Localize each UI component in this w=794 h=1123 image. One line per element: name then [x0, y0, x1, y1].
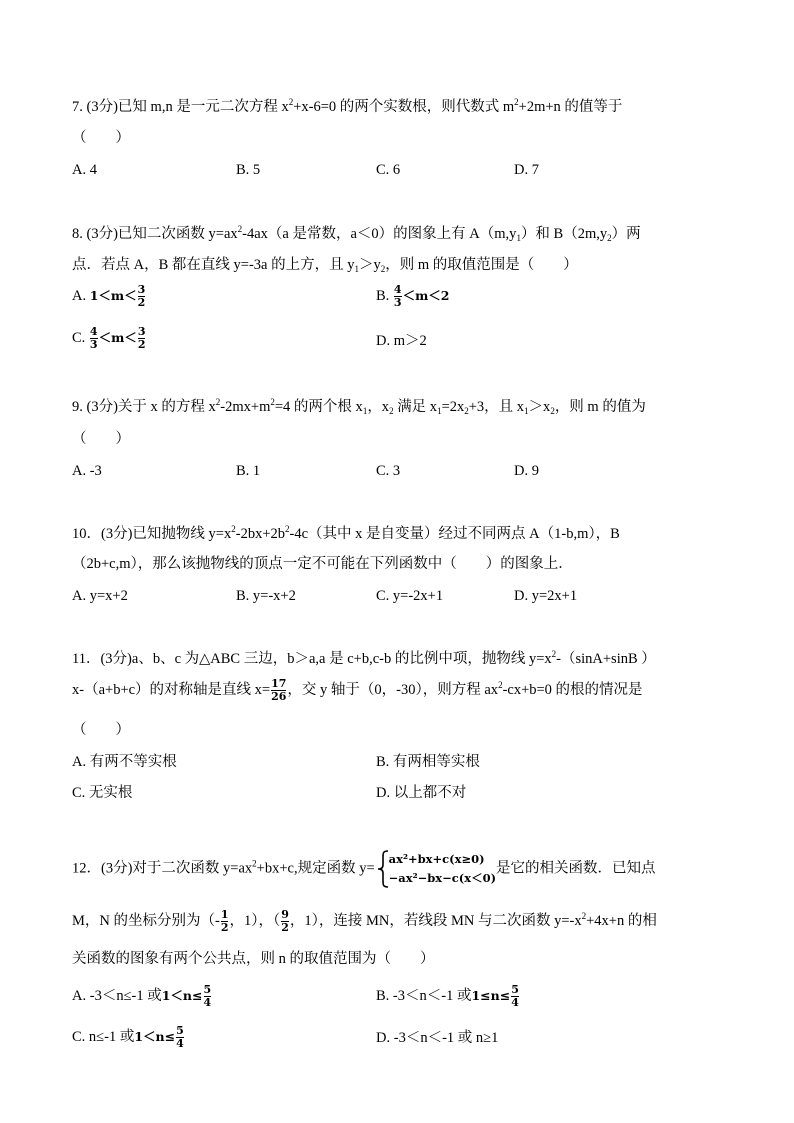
answer-blank: （ ） — [72, 130, 130, 146]
left-brace-icon — [377, 850, 389, 888]
option-d[interactable]: D. y=2x+1 — [514, 588, 578, 604]
question-11-stem-line2: x-（a+b+c）的对称轴是直线 x= $\frac{17}{26}$ ，交 y 轴于（0，-30），则方程 $ax^2-cx+b=0$ 的根的情况是 — [72, 677, 643, 703]
fraction: $\frac{1}{2}$ — [220, 908, 229, 934]
question-8-stem: 8. (3分)已知二次函数 $y=ax^2-4ax(a$ 是常数，a＜0）的图象上有 $A(m,y_1)$和 $B(2m,y_2)$两 — [72, 224, 641, 243]
fraction: $\frac{3}{2}$ — [137, 325, 146, 351]
option-d[interactable]: D. m＞2 — [376, 333, 427, 349]
question-10-stem-line2: （2b+c,m），那么该抛物线的顶点一定不可能在下列函数中（ ）的图象上． — [72, 556, 573, 572]
fraction: $\frac{9}{2}$ — [281, 908, 289, 934]
option-b[interactable]: B. 1 — [236, 463, 261, 479]
question-number: 9. — [72, 399, 83, 415]
option-a[interactable]: A. 4 — [72, 162, 97, 178]
option-c[interactable]: C. y=-2x+1 — [376, 588, 444, 604]
option-a[interactable]: A. -3＜n≤-1 或1＜n≤ $\frac{5}{4}$ — [72, 983, 212, 1009]
fraction: $\frac{3}{2}$ — [137, 283, 146, 309]
option-c[interactable]: C. 3 — [376, 463, 401, 479]
question-number: 12． — [72, 860, 101, 877]
option-d[interactable]: D. 9 — [514, 463, 539, 479]
option-b[interactable]: B. 有两相等实根 — [376, 754, 480, 770]
fraction: $\frac{4}{3}$ — [89, 325, 98, 351]
option-b[interactable]: B. $\frac{4}{3}$ ＜m＜2 — [376, 283, 450, 309]
case-1: ax²+bx+c(x≥0) — [388, 852, 485, 866]
question-11-stem: 11．(3分)a、b、c 为△ABC 三边，b＞a,a 是 c+b,c-b 的比例中项，抛物线 $y=x^2-(\sin A+\sin B$ ） — [72, 649, 656, 667]
option-d[interactable]: D. 7 — [514, 162, 539, 178]
option-c[interactable]: C. 无实根 — [72, 785, 133, 801]
option-a[interactable]: A. y=x+2 — [72, 588, 128, 604]
question-8-stem-line2: 点．若点 A，B 都在直线 y=-3a 的上方，且 $y_1>y_2$，则 m 的取值范围是（ ） — [72, 257, 578, 274]
option-a[interactable]: A. 有两不等实根 — [72, 754, 177, 770]
question-number: 10． — [72, 526, 101, 542]
case-2: −ax²−bx−c(x＜0) — [388, 871, 497, 885]
answer-blank: （ ） — [72, 431, 130, 447]
option-c[interactable]: C. $\frac{4}{3}$ ＜m＜ $\frac{3}{2}$ — [72, 325, 146, 351]
question-12-stem-line2: M，N 的坐标分别为（- $\frac{1}{2}$ ，1），（ $\frac{9}{2}$ ，1），连接 MN，若线段 MN 与二次函数 $y=-x^2+4x+n$ 的相 — [72, 908, 657, 934]
question-score: (3分) — [100, 651, 132, 667]
question-number: 7. — [72, 99, 83, 115]
option-b[interactable]: B. -3＜n＜-1 或1≤n≤ $\frac{5}{4}$ — [376, 983, 519, 1009]
question-score: (3分) — [86, 226, 118, 242]
question-9-stem: 9. (3分)关于 x 的方程 $x^2-2mx+m^2=4$ 的两个根 $x_1$，$x_2$ 满足 $x_1=2x_2+3$，且 $x_1>x_2$，则 m 的值为 — [72, 397, 646, 416]
piecewise-cases — [389, 850, 496, 888]
fraction: $\frac{17}{26}$ — [271, 677, 287, 703]
option-c[interactable]: C. 6 — [376, 162, 401, 178]
question-score: (3分) — [101, 860, 133, 877]
fraction: $\frac{4}{3}$ — [393, 283, 402, 309]
question-7-stem: 7. (3分)已知 m,n 是一元二次方程 $x^2+x-6=0$ 的两个实数根，则代数式 $m^2+2m+n$ 的值等于 — [72, 97, 623, 115]
question-number: 11． — [72, 651, 101, 667]
question-score: (3分) — [101, 526, 133, 542]
option-a[interactable]: A. 1＜m＜ $\frac{3}{2}$ — [72, 283, 146, 309]
option-d[interactable]: D. -3＜n＜-1 或 n≥1 — [376, 1030, 499, 1046]
question-number: 8. — [72, 226, 83, 242]
option-a[interactable]: A. -3 — [72, 463, 102, 479]
option-c[interactable]: C. n≤-1 或1＜n≤ $\frac{5}{4}$ — [72, 1024, 184, 1050]
question-10-stem: 10．(3分)已知抛物线 $y=x^2-2bx+2b^2-4c$（其中 x 是自变量）经过不同两点 A（1-b,m），B — [72, 524, 620, 542]
option-d[interactable]: D. 以上都不对 — [376, 785, 467, 801]
fraction: $\frac{5}{4}$ — [176, 1024, 184, 1050]
option-b[interactable]: B. y=-x+2 — [236, 588, 296, 604]
question-12-stem: 12．(3分)对于二次函数 $y=ax^2+bx+c$,规定函数 y= ax²+bx+c(x≥0) −ax²−bx−c(x＜0) 是它的相关函数．已知点 — [72, 850, 656, 888]
option-b[interactable]: B. 5 — [236, 162, 261, 178]
question-12-stem-line3: 关函数的图象有两个公共点，则 n 的取值范围为（ ） — [72, 951, 435, 967]
fraction: $\frac{5}{4}$ — [203, 983, 212, 1009]
fraction: $\frac{5}{4}$ — [511, 983, 519, 1009]
answer-blank: （ ） — [72, 722, 130, 738]
question-score: (3分) — [86, 399, 118, 415]
question-score: (3分) — [86, 99, 118, 115]
